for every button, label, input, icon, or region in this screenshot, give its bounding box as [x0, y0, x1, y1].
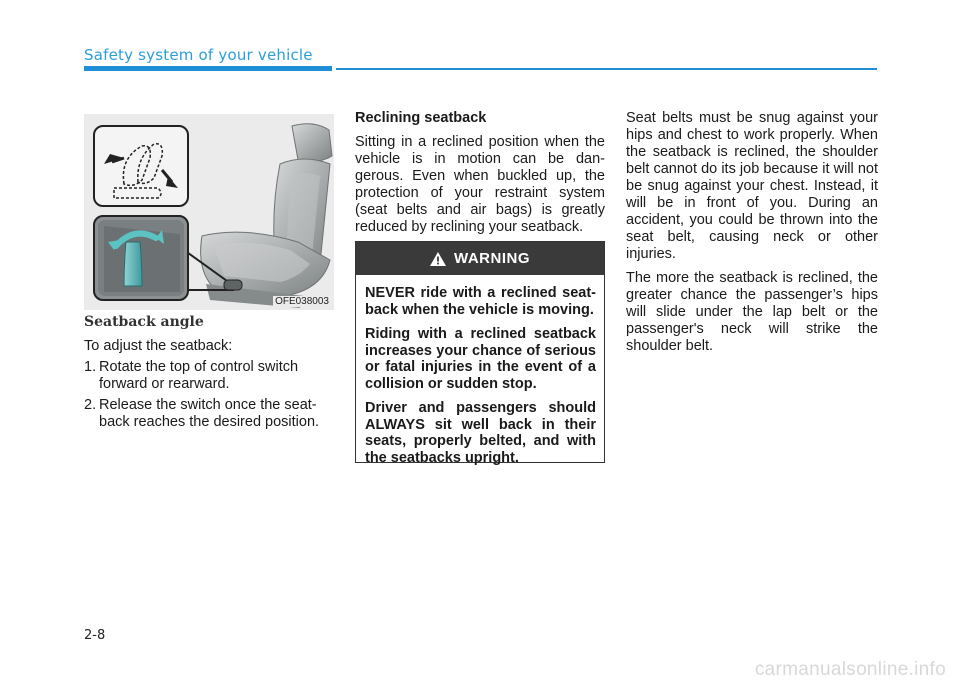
list-item [84, 397, 334, 431]
warning-triangle-icon [430, 252, 446, 266]
seatback-angle-heading: Seatback angle [84, 314, 204, 330]
warning-paragraph: Driver and passengers should ALWAYS sit well back in their seats, properly belted, and with the seatbacks upright. [365, 400, 596, 466]
step-text: Release the switch once the seat-back reaches the desired position. [99, 397, 320, 430]
power-seat-recline-illustration-icon [84, 114, 334, 310]
section-title: Safety system of your vehicle [84, 46, 313, 64]
header-rule-thick [84, 66, 332, 71]
header-rule-thin [336, 68, 877, 70]
figure-code: OFE038003 [275, 296, 329, 307]
reclining-seatback-section [355, 110, 605, 243]
step-number: 1. [84, 359, 97, 375]
warning-box [355, 241, 605, 466]
warning-header [356, 242, 604, 275]
warning-body [356, 275, 604, 466]
list-item [84, 359, 334, 393]
step-text: Rotate the top of control switch forward or rearward. [99, 359, 299, 392]
seatback-angle-intro: To adjust the seatback: [84, 338, 233, 354]
step-number: 2. [84, 397, 97, 413]
body-paragraph: Seat belts must be snug against your hips and chest to work properly. When the seatback is reclined, the shoulder belt cannot do its job because it will not be snug against your chest. Instead, it will be in front of you. During an accident, you could be thrown into the seat belt, causing neck or other injuries. [626, 110, 878, 262]
seat-illustration [84, 114, 334, 310]
reclining-body: Sitting in a reclined position when the vehicle is in motion can be dan-gerous. Even when buckled up, the protection of your restraint system (seat belts and air bags) is greatly reduced by reclining your seatback. [355, 134, 605, 235]
body-paragraph: The more the seatback is reclined, the greater chance the passenger’s hips will slide under the lap belt or the passenger's neck will strike the shoulder belt. [626, 270, 878, 354]
seat-belt-section [626, 110, 878, 362]
warning-paragraph: NEVER ride with a reclined seat-back when the vehicle is moving. [365, 285, 596, 318]
watermark: carmanualsonline.info [754, 659, 946, 680]
warning-paragraph: Riding with a reclined seatback increases your chance of serious or fatal injuries in the event of a collision or sudden stop. [365, 326, 596, 392]
seatback-angle-section [84, 314, 334, 435]
reclining-heading: Reclining seatback [355, 110, 487, 126]
page-number: 2-8 [84, 628, 106, 643]
warning-title: WARNING [454, 250, 530, 267]
